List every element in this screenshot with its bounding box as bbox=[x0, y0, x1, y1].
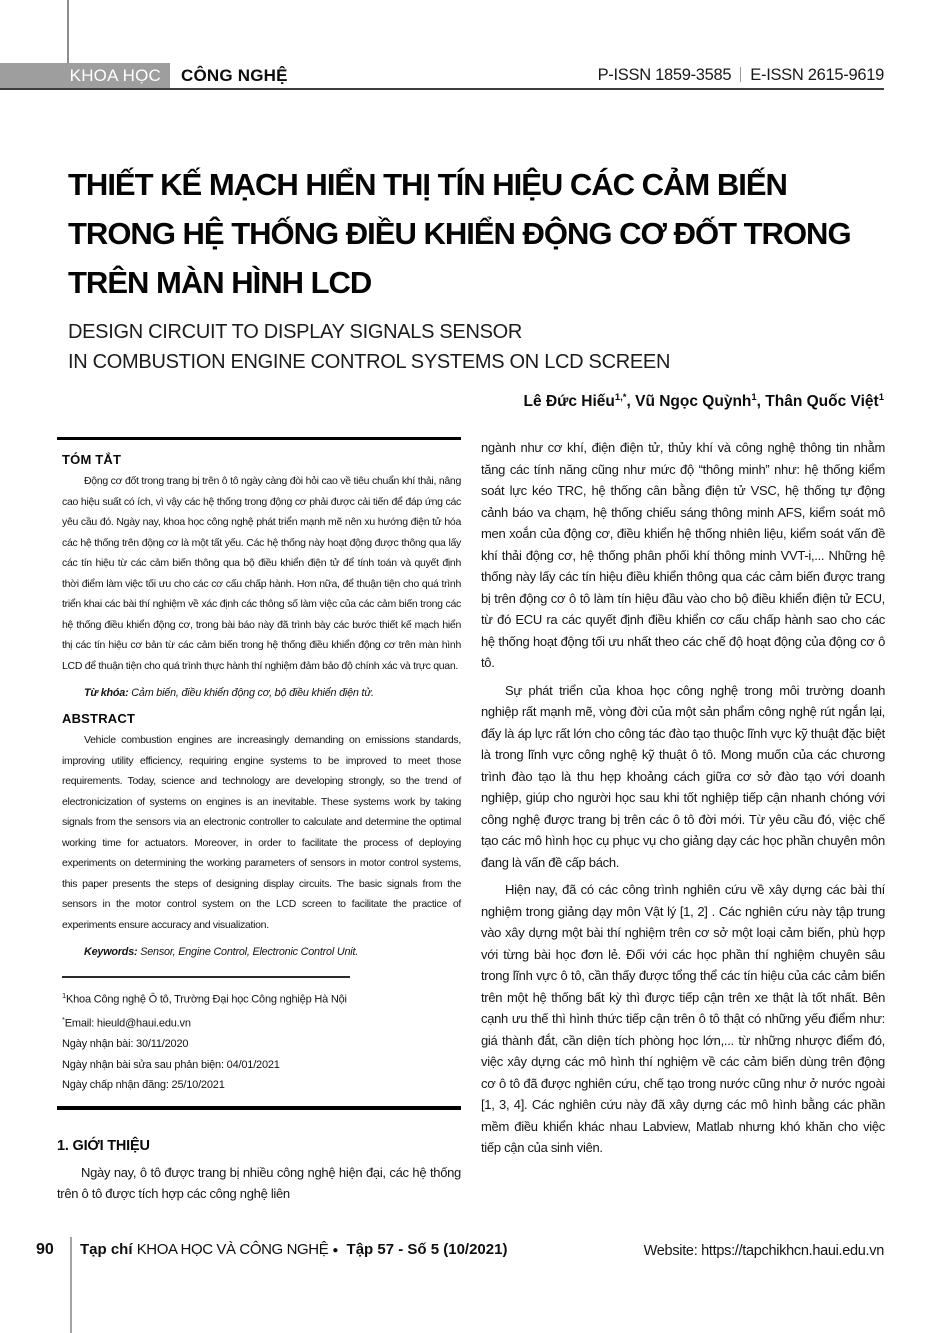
section-label-cong-nghe: CÔNG NGHỆ bbox=[181, 66, 288, 85]
footer-journal-info bbox=[36, 1240, 507, 1261]
affiliation-line: $^1$Khoa Công nghệ Ô tô, Trường Đại học Công nghiệp Hà Nội bbox=[62, 991, 347, 1006]
journal-name: KHOA HỌC VÀ CÔNG NGHỆ bbox=[136, 1241, 329, 1258]
left-column bbox=[57, 437, 461, 1211]
affiliation-divider bbox=[62, 976, 350, 978]
e-issn: E-ISSN 2615-9619 bbox=[750, 66, 884, 84]
bullet-icon: ● bbox=[332, 1245, 339, 1256]
tom-tat-text: Động cơ đốt trong trang bị trên ô tô ngày càng đòi hỏi cao về tiêu chuẩn khí thải, nâng cao hiệu suất có ích, vì vậy các hệ thống trong động cơ phải được cải tiến để đáp ứng các yêu cầu đó. Ngày nay, khoa học công nghệ phát triển mạnh mẽ nên xu hướng điện tử hóa các hệ thống trên động cơ là một tất yếu. Các hệ thống này hoạt động được thông qua lấy các tín hiệu từ các cảm biến thông qua bộ điều khiển điện tử để tính toán và quyết định thời điểm làm việc tối ưu cho các cơ cấu chấp hành. Hơn nữa, để thuận tiện cho quá trình triển khai các bài thí nghiệm về xác định các thông số làm việc của các cảm biến trong các hệ thống điều khiển động cơ, trong bài báo này đã trình bày các bước thiết kế mạch hiển thị các tín hiệu cơ bản từ các cảm biến trong hệ thống điều khiển động cơ trên màn hình LCD để thuận tiện cho quá trình thực hành thí nghiệm đảm bảo độ chính xác và trực quan. bbox=[62, 475, 461, 672]
author-2: Vũ Ngọc Quỳnh$^1$, bbox=[635, 392, 766, 411]
title-vi-line-3: TRÊN MÀN HÌNH LCD bbox=[68, 265, 372, 300]
section-tag-khoa-hoc: KHOA HỌC bbox=[0, 63, 170, 88]
body-paragraph-2: Sự phát triển của khoa học công nghệ trong môi trường doanh nghiệp rất mạnh mẽ, vòng đời của một sản phẩm công nghệ rút ngắn lại, đấy là áp lực rất lớn cho công tác đào tạo thuộc lĩnh vực kỹ thuật đặc biệt là trong lĩnh vực công nghệ kỹ thuật ô tô. Mong muốn của các chương trình đào tạo là thu hẹp khoảng cách giữa cơ sở đào tạo với doanh nghiệp, giúp cho người học sau khi tốt nghiệp tiếp cận nhanh chóng với công nghệ được trang bị trên các ô tô đời mới. Từ yêu cầu đó, việc chế tạo các mô hình học cụ phục vụ cho giảng dạy các học phần chuyên môn đang là vấn đề cấp bách. bbox=[481, 682, 885, 870]
authors-byline bbox=[400, 392, 884, 411]
page-number: 90 bbox=[36, 1241, 54, 1258]
article-title-en bbox=[68, 317, 768, 377]
author-3-affmark: 1 bbox=[878, 392, 884, 403]
abstract-text: Vehicle combustion engines are increasingly demanding on emissions standards, improving utility efficiency, requiring engine systems to be improved to meet those requirements. Today, science and technology are developing strongly, so the trend of electronicization of systems on engines is an inevitable. These systems work by taking signals from the sensors via an electronic controller to calculate and determine the optimal working time for actuators. Moreover, in order to facilitate the process of deploying experiments on determining the working parameters of sensors in motor control systems, this paper presents the steps of designing display circuits. The basic signals from the sensors in the motor control system on the LCD screen to facilitate the practice of experiments ensure accuracy and visualization. bbox=[62, 734, 461, 931]
title-vi-line-2: TRONG HỆ THỐNG ĐIỀU KHIỂN ĐỘNG CƠ ĐỐT TRONG bbox=[68, 216, 851, 251]
intro-paragraph: Ngày nay, ô tô được trang bị nhiều công nghệ hiện đại, các hệ thống trên ô tô được tích hợp các công nghệ liên bbox=[57, 1164, 461, 1202]
email-line[interactable] bbox=[62, 1010, 461, 1034]
date-received-line: Ngày nhận bài: 30/11/2020 bbox=[62, 1038, 189, 1051]
issn-group bbox=[598, 63, 884, 88]
author-1-affmark: 1,* bbox=[614, 392, 627, 403]
title-en-line-2: IN COMBUSTION ENGINE CONTROL SYSTEMS ON LCD SCREEN bbox=[68, 351, 671, 373]
p-issn: P-ISSN 1859-3585 bbox=[597, 66, 732, 84]
tu-khoa-line bbox=[84, 684, 461, 703]
email-mark: * bbox=[62, 1015, 65, 1025]
date-accepted-line: Ngày chấp nhận đăng: 25/10/2021 bbox=[62, 1079, 225, 1092]
body-paragraph-3: Hiện nay, đã có các công trình nghiên cứu về xây dựng các bài thí nghiệm trong giảng dạy môn Vật lý [1, 2] . Các nghiên cứu này tập trung vào xây dựng một bài thí nghiệm trên cơ sở một loại cảm biến, phù hợp với từng bài học đơn lẻ. Đối với các học phần thí nghiệm chuyên sâu trong lĩnh vực ô tô, cần thấy được tổng thể các tín hiệu của các cảm biến trên một hệ thống bất kỳ thì được tiếp cận trên xe thật là tốt nhất. Bên cạnh ưu thế thì hình thức tiếp cận trên ô tô thật có những yếu điểm như: giá thành đắt, cần diện tích phòng học lớn,... từ những nhược điểm đó, việc xây dựng các mô hình thí nghiệm về các cảm biến dùng trên động cơ ô tô đã được nghiên cứu, chế tạo trong nước cũng như ở nước ngoài [1, 3, 4]. Các nghiên cứu này đã xây dựng các mô hình bằng các phần mềm điều khiển khác nhau Labview, Matlab nhưng khó khăn cho việc tiếp cận của sinh viên. bbox=[481, 882, 885, 1155]
journal-line bbox=[80, 1241, 507, 1258]
author-3: Thân Quốc Việt$^1$ bbox=[765, 392, 884, 411]
tu-khoa-label: Từ khóa: bbox=[84, 687, 129, 699]
abstract-heading: ABSTRACT bbox=[62, 711, 136, 726]
keywords-text: Sensor, Engine Control, Electronic Control Unit. bbox=[137, 946, 359, 958]
title-vi-line-1: THIẾT KẾ MẠCH HIỂN THỊ TÍN HIỆU CÁC CẢM BIẾN bbox=[68, 167, 787, 202]
section-1-heading: 1. GIỚI THIỆU bbox=[57, 1137, 150, 1154]
title-en-line-1: DESIGN CIRCUIT TO DISPLAY SIGNALS SENSOR bbox=[68, 321, 523, 343]
right-column bbox=[481, 437, 885, 1165]
affiliation-mark: 1 bbox=[62, 991, 66, 1000]
body-paragraph-1: ngành như cơ khí, điện điện tử, thủy khí và công nghệ thông tin nhằm tăng các tính năng cũng như mức độ “thông minh” như: hệ thống kiểm soát lực kéo TRC, hệ thống cân bằng điện tử VSC, hệ thống tự động cảnh báo va chạm, hệ thống chiếu sáng thông minh AFS, kiểm soát mô men xoắn của động cơ, điều khiển hệ thống nhiên liệu, kiểm soát vấn đề khí thải động cơ, hệ thống phân phối khí thông minh VVT-i,... Những hệ thống này lấy các tín hiệu điều khiển thông qua các cảm biến được trang bị trên động cơ ô tô làm tín hiệu đầu vào cho bộ điều khiển điện tử ECU, từ đó ECU ra các quyết định điều khiển cơ cấu chấp hành sao cho các hệ thống hoạt động tối ưu nhất theo các chế độ hoạt động của động cơ ô tô. bbox=[481, 440, 885, 670]
author-1: Lê Đức Hiếu$^{1,*}$, bbox=[523, 392, 636, 411]
keywords-label: Keywords: bbox=[84, 946, 138, 958]
author-2-affmark: 1 bbox=[751, 392, 757, 403]
top-vertical-rule bbox=[67, 0, 69, 64]
website-link[interactable]: Website: https://tapchikhcn.haui.edu.vn bbox=[643, 1243, 884, 1259]
issue-info: Tập 57 - Số 5 (10/2021) bbox=[342, 1241, 508, 1258]
article-title-vi bbox=[68, 160, 868, 307]
tom-tat-heading: TÓM TẮT bbox=[62, 452, 122, 467]
issn-separator bbox=[740, 67, 741, 82]
masthead bbox=[0, 63, 942, 88]
email-text[interactable]: Email: hieuld@haui.edu.vn bbox=[64, 1017, 191, 1030]
masthead-rule bbox=[0, 88, 884, 90]
journal-prefix: Tạp chí bbox=[80, 1241, 137, 1258]
keywords-line bbox=[84, 943, 461, 962]
tu-khoa-text: Cảm biến, điều khiển động cơ, bộ điều khiển điện tử. bbox=[128, 687, 374, 699]
date-revised-line: Ngày nhận bài sửa sau phản biện: 04/01/2021 bbox=[62, 1058, 280, 1071]
abstract-box bbox=[57, 437, 461, 1110]
